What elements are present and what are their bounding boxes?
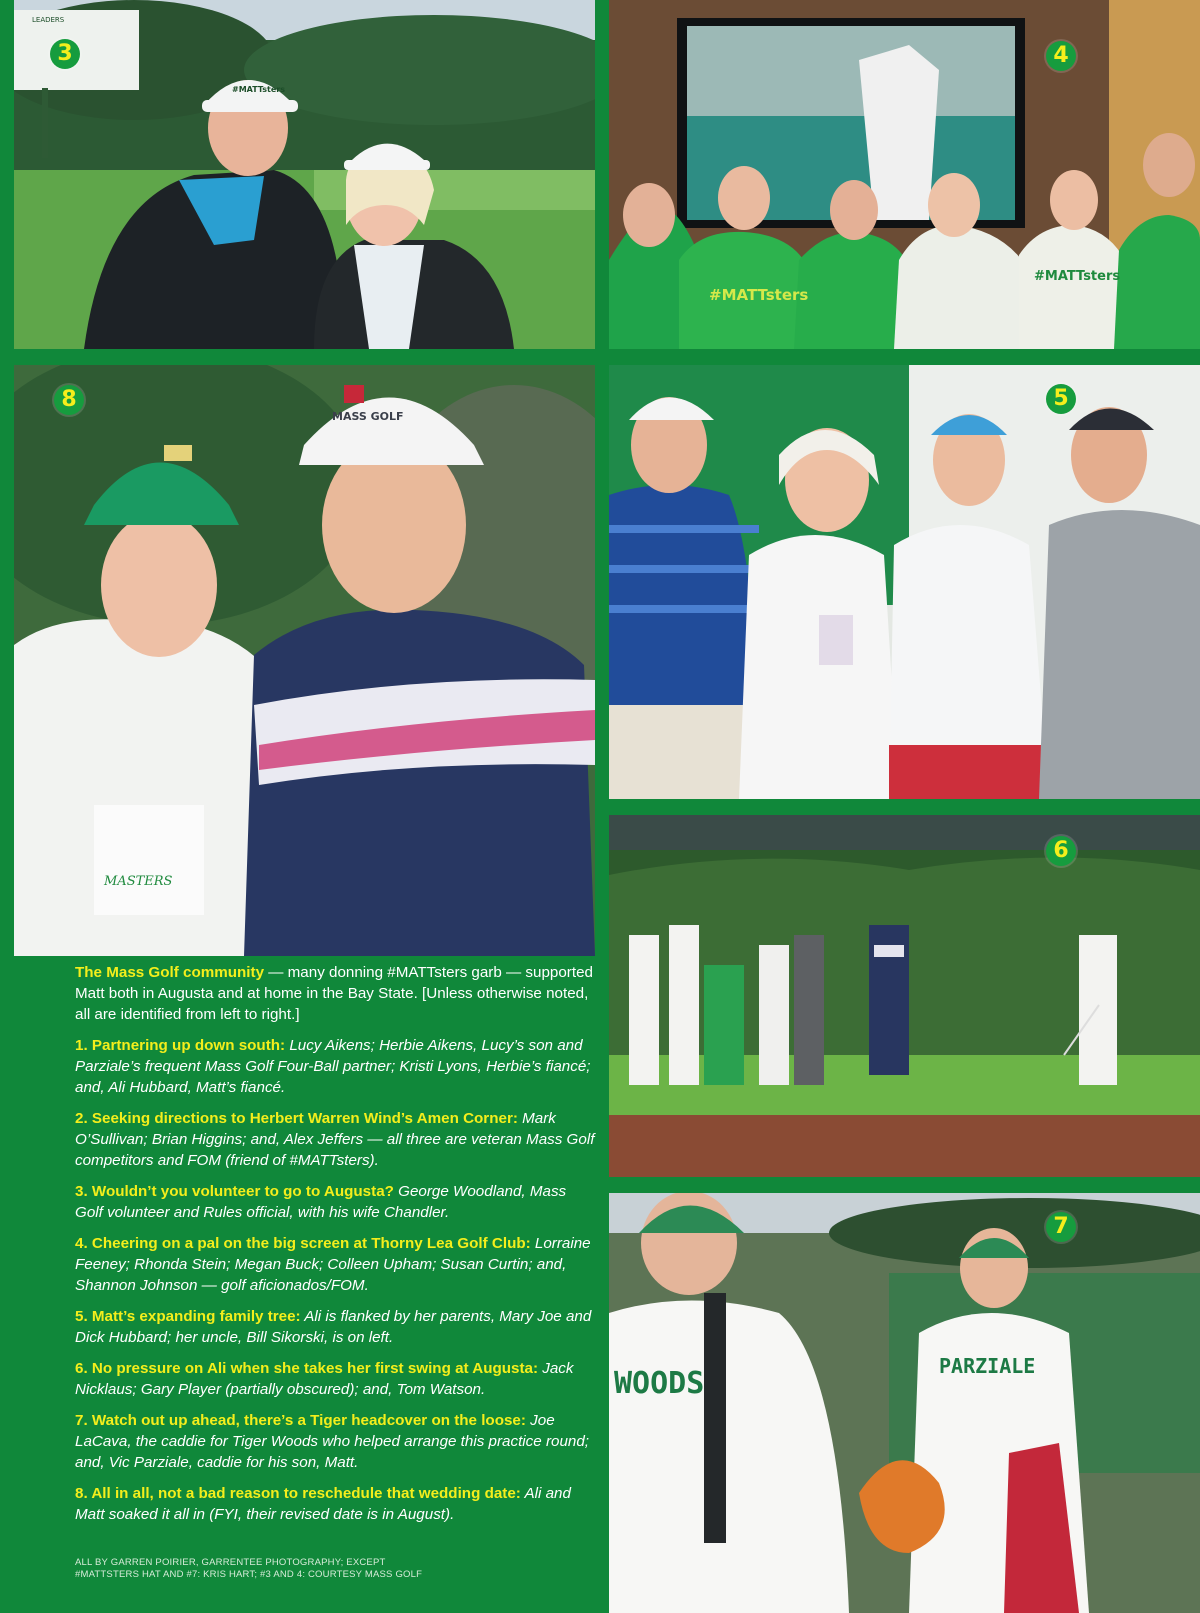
photo-3-scene [14, 0, 595, 349]
caption-item-text: Jack Nicklaus; Gary Player (partially obscured); and, Tom Watson. [75, 1360, 574, 1398]
shirt-logo-text: #MATTsters [709, 286, 809, 304]
caddie-bib-parziale: PARZIALE [939, 1354, 1036, 1378]
photo-4-scene [609, 0, 1200, 349]
caption-item-title: 1. Partnering up down south: [75, 1037, 286, 1054]
photo-number-badge: 8 [54, 385, 84, 415]
caption-intro-text: — many donning #MATTsters garb — supported Matt both in Augusta and at home in the Bay State. [Unless otherwise noted, all are identified from left to right.] [75, 964, 593, 1023]
caption-item-2 [75, 1108, 595, 1171]
caption-intro-lead: The Mass Golf community [75, 964, 265, 981]
photo-number-badge: 6 [1046, 836, 1076, 866]
caption-item-title: 7. Watch out up ahead, there’s a Tiger headcover on the loose: [75, 1412, 526, 1429]
caption-item-text: Ali and Matt soaked it all in (FYI, their revised date is in August). [75, 1485, 571, 1523]
photo-number-badge: 4 [1046, 41, 1076, 71]
caption-item-text: Mark O’Sullivan; Brian Higgins; and, Alex Jeffers — all three are veteran Mass Golf competitors and FOM (friend of #MATTsters). [75, 1110, 595, 1169]
photo-5-scene [609, 365, 1200, 799]
caddie-bib-woods: WOODS [614, 1366, 705, 1401]
photo-captions [75, 962, 595, 1535]
caption-item-text: Joe LaCava, the caddie for Tiger Woods who helped arrange this practice round; and, Vic Parziale, caddie for his son, Matt. [75, 1412, 590, 1471]
photo-number-badge: 7 [1046, 1212, 1076, 1242]
photo-6-scene [609, 815, 1200, 1177]
photo-7 [609, 1193, 1200, 1613]
caption-item-4 [75, 1233, 595, 1296]
caption-item-7 [75, 1410, 595, 1473]
caption-item-title: 8. All in all, not a bad reason to reschedule that wedding date: [75, 1485, 521, 1502]
photo-4 [609, 0, 1200, 349]
caption-item-5 [75, 1306, 595, 1348]
masters-logo-text: MASTERS [104, 874, 173, 889]
leaders-board-label: LEADERS [32, 16, 65, 24]
photo-8-scene [14, 365, 595, 956]
photo-credit-line: #MATTSTERS HAT AND #7: KRIS HART; #3 AND 4: COURTESY MASS GOLF [75, 1569, 423, 1580]
hat-logo-text: MASS GOLF [332, 410, 404, 423]
photo-number-badge: 3 [50, 39, 80, 69]
photo-5 [609, 365, 1200, 799]
photo-credit [75, 1557, 595, 1581]
caption-item-text: Ali is flanked by her parents, Mary Joe and Dick Hubbard; her uncle, Bill Sikorski, is on left. [75, 1308, 592, 1346]
caption-item-8 [75, 1483, 595, 1525]
shirt-logo-text: #MATTsters [1034, 269, 1121, 284]
photo-8 [14, 365, 595, 956]
hat-logo-text: #MATTsters [232, 85, 285, 94]
caption-item-text: Lorraine Feeney; Rhonda Stein; Megan Buck; Colleen Upham; Susan Curtin; and, Shannon Johnson — golf aficionados/FOM. [75, 1235, 591, 1294]
photo-number-badge: 5 [1046, 384, 1076, 414]
caption-item-title: 4. Cheering on a pal on the big screen at Thorny Lea Golf Club: [75, 1235, 531, 1252]
caption-item-text: Lucy Aikens; Herbie Aikens, Lucy’s son and Parziale’s frequent Mass Golf Four-Ball partner; Kristi Lyons, Herbie’s fiancé; and, Ali Hubbard, Matt’s fiancé. [75, 1037, 591, 1096]
caption-intro [75, 962, 595, 1025]
photo-3 [14, 0, 595, 349]
caption-item-title: 6. No pressure on Ali when she takes her first swing at Augusta: [75, 1360, 539, 1377]
caption-item-title: 2. Seeking directions to Herbert Warren Wind’s Amen Corner: [75, 1110, 518, 1127]
caption-item-3 [75, 1181, 595, 1223]
caption-item-text: George Woodland, Mass Golf volunteer and Rules official, with his wife Chandler. [75, 1183, 567, 1221]
caption-item-1 [75, 1035, 595, 1098]
photo-credit-line: ALL BY GARREN POIRIER, GARRENTEE PHOTOGRAPHY; EXCEPT [75, 1557, 386, 1568]
photo-7-scene [609, 1193, 1200, 1613]
caption-item-title: 5. Matt’s expanding family tree: [75, 1308, 301, 1325]
caption-item-title: 3. Wouldn’t you volunteer to go to Augusta? [75, 1183, 394, 1200]
caption-item-6 [75, 1358, 595, 1400]
photo-6 [609, 815, 1200, 1177]
